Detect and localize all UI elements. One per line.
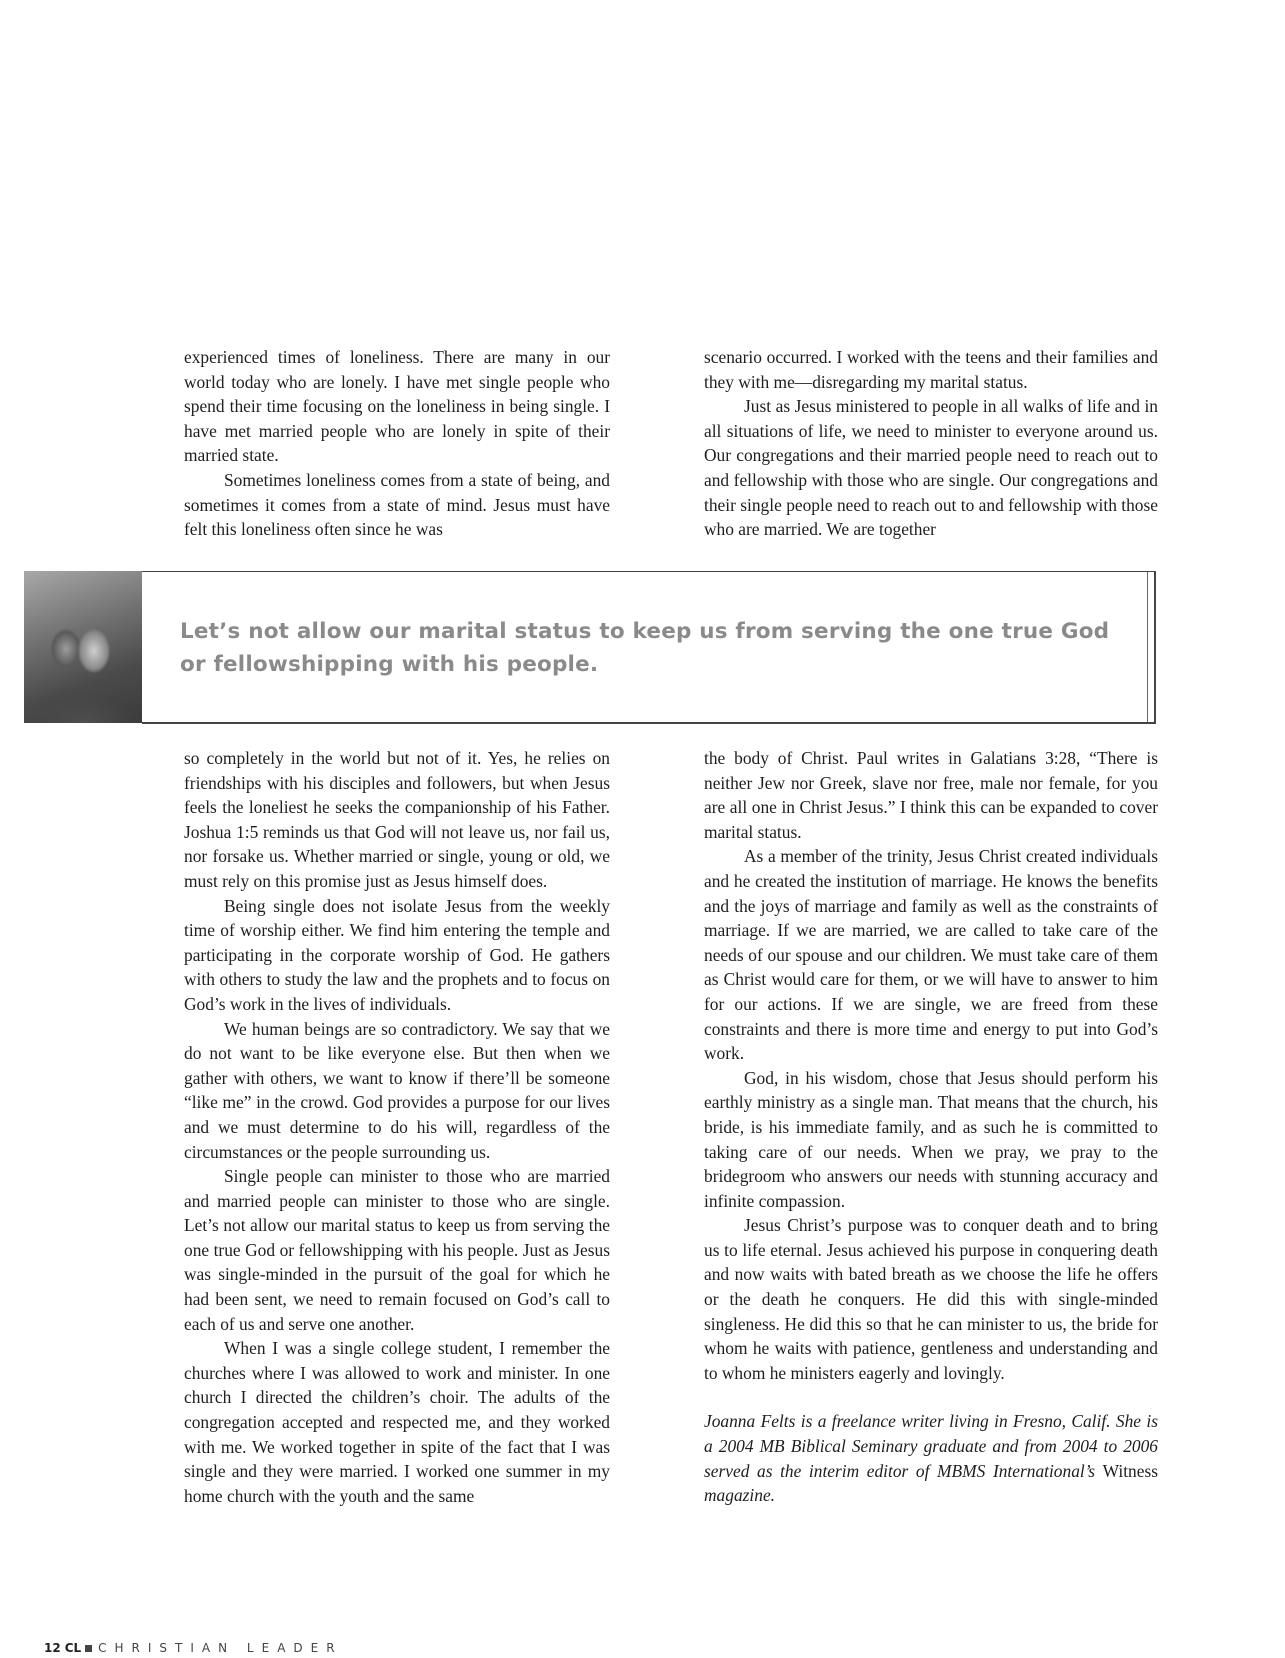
paragraph: Being single does not isolate Jesus from the weekly time of worship either. We find him entering the temple and participating in the corporate worship of God. He gathers with others to study the law and the prophets and to focus on God’s work in the lives of individuals. (184, 895, 610, 1014)
magazine-name-footer: CHRISTIAN LEADER (98, 1641, 343, 1655)
paragraph: As a member of the trinity, Jesus Christ created individuals and he created the institution of marriage. He knows the benefits and the joys of marriage and family as well as the constraints of marriage. If we are married, we are called to take care of the needs of our spouse and our children. We must take care of them as Christ would care for them, or we will have to answer to him for our actions. If we are single, we are freed from these constraints and there is more time and energy to put into God’s work. (704, 846, 1158, 1064)
pull-quote-box (24, 571, 1158, 723)
article-column-top-left (184, 345, 610, 542)
paragraph: scenario occurred. I worked with the teens and their families and they with me—disregarding my marital status. (704, 347, 1158, 392)
author-bio-text: Joanna Felts is a freelance writer living in Fresno, Calif. She is a 2004 MB Biblical Seminary graduate and from 2004 to 2006 served as the interim editor of MBMS International’s (704, 1411, 1158, 1481)
article-column-bottom-right (704, 746, 1158, 1508)
square-bullet-icon (85, 1645, 92, 1652)
page-footer (44, 1639, 343, 1657)
magazine-name: Witness (1102, 1460, 1158, 1481)
paragraph: When I was a single college student, I remember the churches where I was allowed to work and minister. In one church I directed the children’s choir. The adults of the congregation accepted and respected me, and they worked with me. We worked together in spite of the fact that I was single and they were married. I worked one summer in my home church with the youth and the same (184, 1338, 610, 1506)
paragraph: the body of Christ. Paul writes in Galatians 3:28, “There is neither Jew nor Greek, slave nor free, male nor female, for you are all one in Christ Jesus.” I think this can be expanded to cover marital status. (704, 748, 1158, 842)
paragraph: We human beings are so contradictory. We say that we do not want to be like everyone else. But then when we gather with others, we want to know if there’ll be someone “like me” in the crowd. God provides a purpose for our lives and we must determine to do his will, regardless of the circumstances or the people surrounding us. (184, 1018, 610, 1162)
pull-quote-text: Let’s not allow our marital status to keep us from serving the one true God or fellowshipping with his people. (180, 619, 1110, 677)
page-number: 12 (44, 1641, 61, 1655)
paragraph: God, in his wisdom, chose that Jesus should perform his earthly ministry as a single man. That means that the church, his bride, is his immediate family, and as such he is committed to taking care of our needs. When we pray, we pray to the bridegroom who answers our needs with stunning accuracy and infinite compassion. (704, 1067, 1158, 1211)
magazine-abbreviation: CL (64, 1641, 82, 1655)
article-column-bottom-left (184, 746, 610, 1508)
paragraph: Just as Jesus ministered to people in all walks of life and in all situations of life, we need to minister to everyone around us. Our congregations and their married people need to reach out to and fellowship with those who are single. Our congregations and their single people need to reach out to and fellowship with those who are married. We are together (704, 396, 1158, 540)
paragraph: Single people can minister to those who are married and married people can minister to those who are single. Let’s not allow our marital status to keep us from serving the one true God or fellowshipping with his people. Just as Jesus was single-minded in the pursuit of the goal for which he had been sent, we need to remain focused on God’s call to each of us and serve one another. (184, 1166, 610, 1334)
author-bio-text-end: magazine. (704, 1485, 776, 1506)
article-column-top-right (704, 345, 1158, 542)
paragraph: so completely in the world but not of it. Yes, he relies on friendships with his disciples and followers, but when Jesus feels the loneliest he seeks the companionship of his Father. Joshua 1:5 reminds us that God will not leave us, nor fail us, nor forsake us. Whether married or single, young or old, we must rely on this promise just as Jesus himself does. (184, 748, 610, 891)
paragraph: Jesus Christ’s purpose was to conquer death and to bring us to life eternal. Jesus achieved his purpose in conquering death and now waits with bated breath as we choose the life he offers or the death he conquers. He did this with single-minded singleness. He did this so that he can minister to us, the bride for whom he waits with patience, gentleness and understanding and to whom he ministers eagerly and lovingly. (704, 1215, 1158, 1383)
paragraph: experienced times of loneliness. There are many in our world today who are lonely. I have met single people who spend their time focusing on the loneliness in being single. I have met married people who are lonely in spite of their married state. (184, 347, 610, 466)
couple-photo (24, 571, 142, 723)
author-bio (704, 1409, 1158, 1507)
paragraph: Sometimes loneliness comes from a state of being, and sometimes it comes from a state of mind. Jesus must have felt this loneliness often since he was (184, 469, 610, 540)
